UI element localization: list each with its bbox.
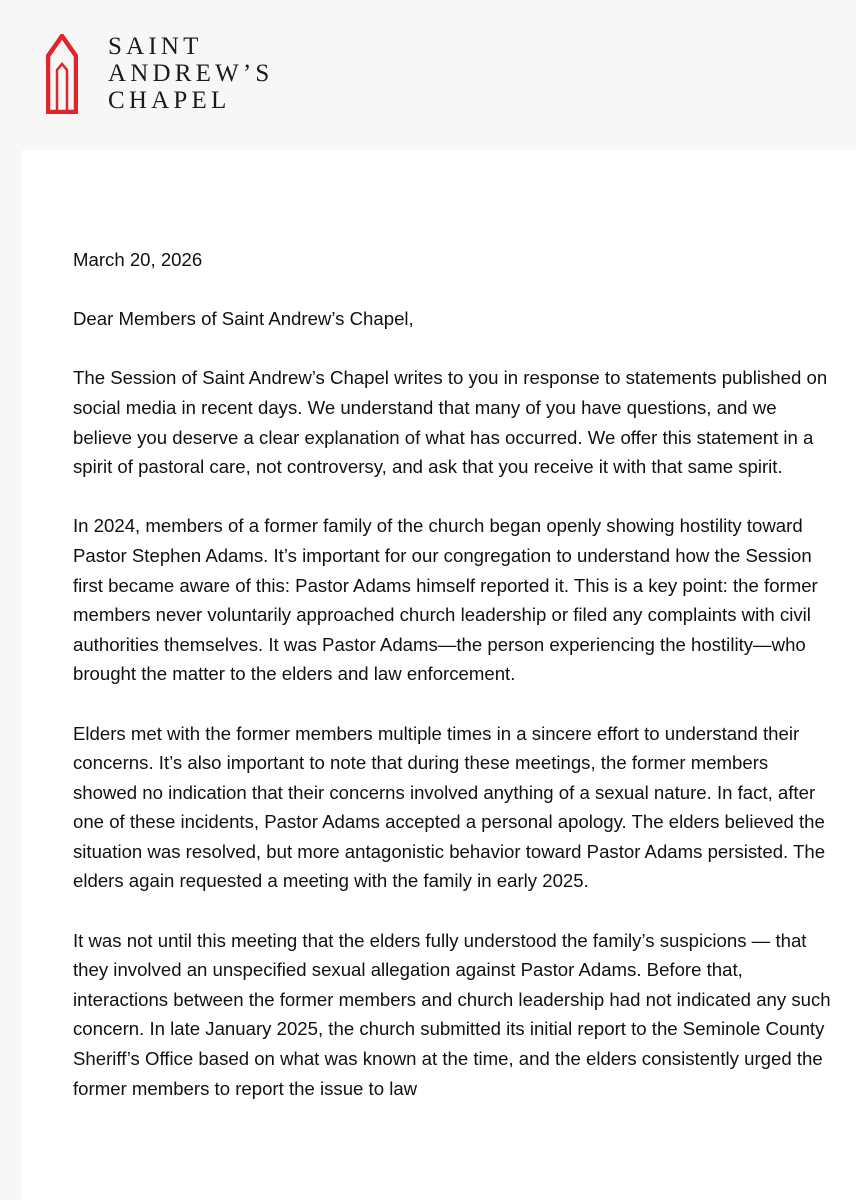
chapel-logo-icon bbox=[46, 34, 78, 114]
letter-date: March 20, 2026 bbox=[73, 249, 203, 270]
letter-paragraph: It was not until this meeting that the elders fully understood the family’s suspicions — that they involved an unspecified sexual allegation against Pastor Adams. Before that, interactions between the former members and church leadership had not indicated any such concern. In late January 2025, the church submitted its initial report to the Seminole County Sheriff’s Office based on what was known at the time, and the elders consistently urged the former members to report the issue to law bbox=[73, 929, 831, 1099]
letter-paragraph: Elders met with the former members multiple times in a sincere effort to understand their concerns. It’s also important to note that during these meetings, the former members showed no indication that their concerns involved anything of a sexual nature. In fact, after one of these incidents, Pastor Adams accepted a personal apology. The elders believed the situation was resolved, but more antagonistic behavior toward Pastor Adams persisted. The elders again requested a meeting with the family in early 2025. bbox=[73, 722, 826, 892]
letter-body bbox=[73, 245, 833, 1133]
letterhead bbox=[0, 0, 856, 150]
wordmark-line-chapel: CHAPEL bbox=[108, 87, 231, 114]
letter-salutation: Dear Members of Saint Andrew’s Chapel, bbox=[73, 308, 414, 330]
letter-paragraph: In 2024, members of a former family of the church began openly showing hostility toward Pastor Stephen Adams. It’s important for our congregation to understand how the Session first became aware of this: Pastor Adams himself reported it. This is a key point: the former members never voluntarily approached church leadership or filed any complaints with civil authorities themselves. It was Pastor Adams—the person experiencing the hostility—who brought the matter to the elders and law enforcement. bbox=[73, 515, 818, 685]
wordmark-line-saint: SAINT bbox=[108, 33, 203, 60]
letter-paragraph: The Session of Saint Andrew’s Chapel writes to you in response to statements published on social media in recent days. We understand that many of you have questions, and we believe you deserve a clear explanation of what has occurred. We offer this statement in a spirit of pastoral care, not controversy, and ask that you receive it with that same spirit. bbox=[73, 367, 828, 478]
letter-page bbox=[22, 150, 856, 1200]
church-name-wordmark bbox=[108, 33, 274, 114]
wordmark-line-andrews: ANDREW’S bbox=[108, 60, 274, 87]
